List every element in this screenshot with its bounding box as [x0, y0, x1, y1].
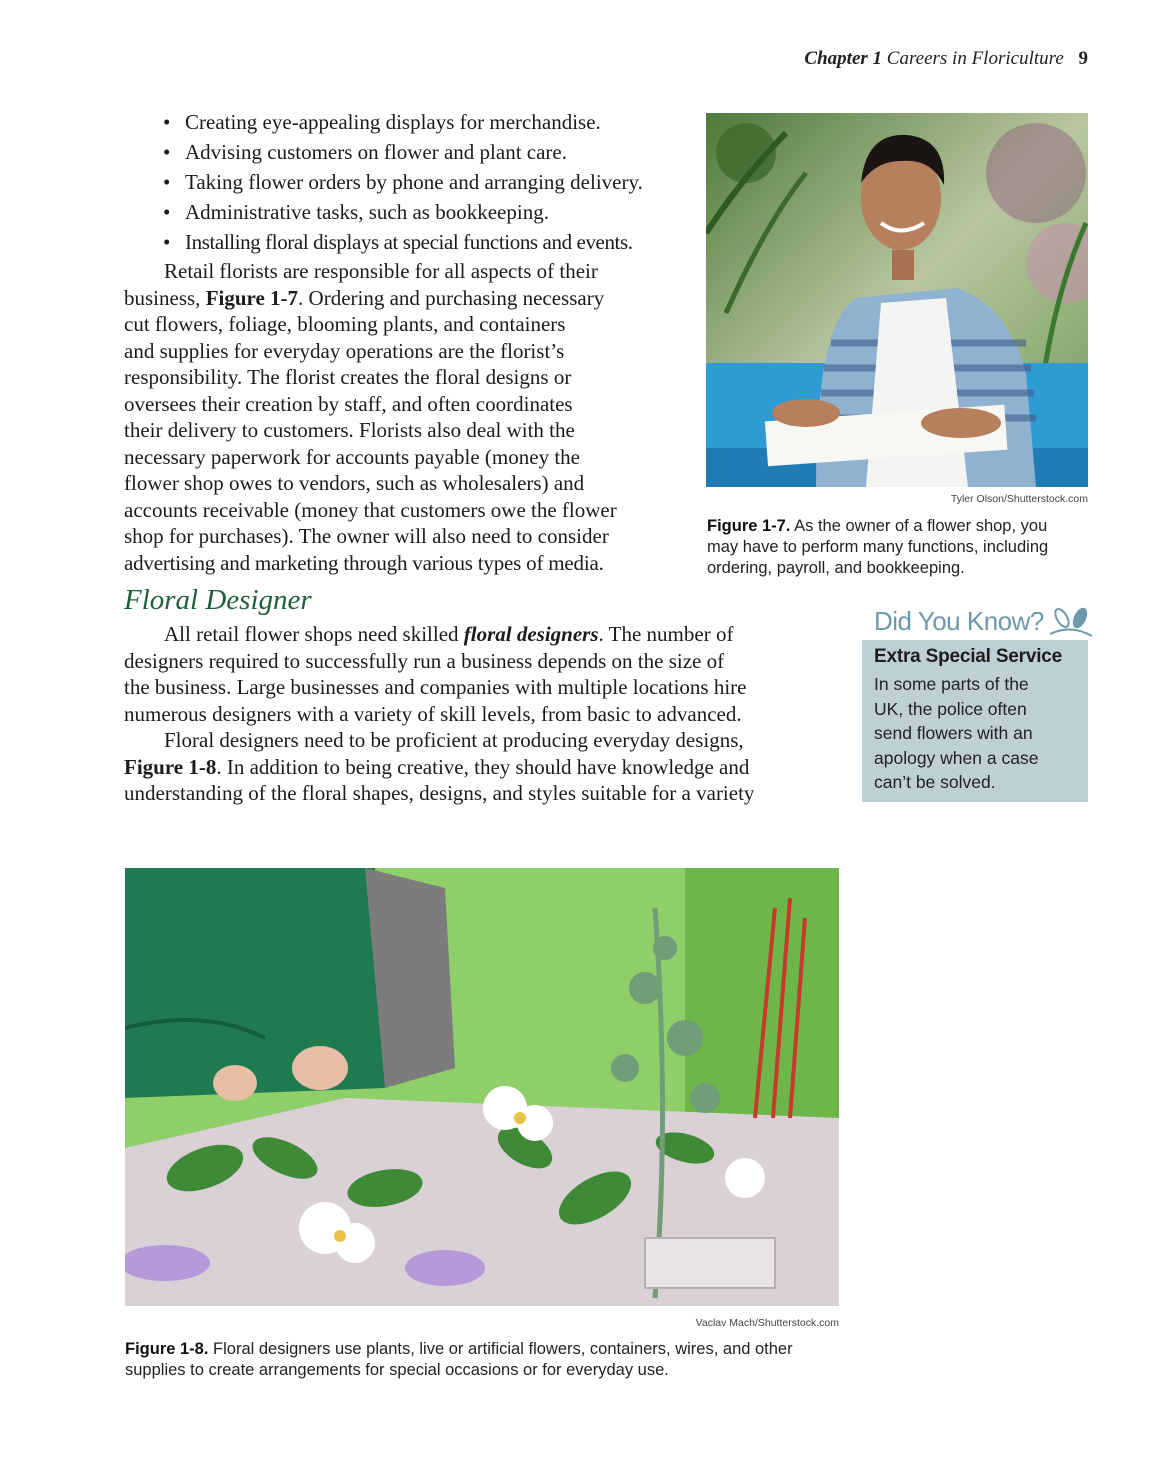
retail-paragraph	[124, 258, 684, 576]
paragraph-line	[124, 621, 844, 648]
text-run: All retail flower shops need skilled	[164, 622, 464, 646]
key-term: floral designers	[463, 622, 599, 646]
photo-credit: Tyler Olson/Shutterstock.com	[950, 493, 1088, 505]
paragraph-line	[124, 285, 684, 312]
paragraph-line: Retail florists are responsible for all aspects of their	[164, 259, 598, 283]
paragraph-line: flower shop owes to vendors, such as wholesalers) and	[124, 471, 585, 495]
figure-1-8-photo	[125, 868, 839, 1306]
did-you-know-title: Did You Know?	[874, 606, 1044, 636]
paragraph-line: oversees their creation by staff, and often coordinates	[124, 391, 573, 416]
paragraph-line: and supplies for everyday operations are the florist’s	[124, 338, 565, 363]
chapter-title: Careers in Floriculture	[886, 48, 1064, 69]
running-header	[804, 48, 1088, 70]
chapter-label: Chapter 1	[804, 48, 883, 69]
figure-label: Figure 1-8.	[125, 1340, 209, 1358]
text-line: UK, the police often	[874, 698, 1027, 719]
duties-list	[163, 107, 643, 257]
leaf-sprig-icon	[1046, 604, 1096, 640]
paragraph-line: the business. Large businesses and companies with multiple locations hire	[124, 675, 747, 699]
paragraph-line: designers required to successfully run a business depends on the size of	[124, 648, 725, 673]
paragraph-line	[124, 754, 844, 781]
list-item: • Administrative tasks, such as bookkeeping.	[163, 197, 643, 227]
figure-1-7-caption	[707, 516, 1097, 579]
designer-paragraph	[124, 621, 844, 807]
figure-label: Figure 1-7.	[707, 517, 791, 535]
caption-text: supplies to create arrangements for special occasions or for everyday use.	[125, 1361, 669, 1379]
figure-1-8-caption	[125, 1339, 845, 1381]
text-run: business,	[124, 285, 206, 310]
paragraph-line: advertising and marketing through various types of media.	[124, 550, 604, 575]
figure-1-7-photo	[706, 113, 1088, 487]
text-line: send flowers with an	[874, 723, 1033, 743]
list-item: • Advising customers on flower and plant care.	[163, 137, 643, 167]
text-run: . The number of	[598, 622, 734, 646]
caption-text: ordering, payroll, and bookkeeping.	[707, 559, 965, 577]
floral-designer-illustration	[125, 868, 839, 1306]
list-item: • Installing floral displays at special functions and events.	[163, 227, 643, 257]
paragraph-line: shop for purchases). The owner will also need to consider	[124, 524, 609, 548]
text-line: can’t be solved.	[874, 772, 996, 792]
paragraph-line: understanding of the floral shapes, designs, and styles suitable for a variety	[124, 781, 755, 805]
text-run: . In addition to being creative, they should have knowledge and	[216, 754, 750, 779]
text-line: apology when a case	[874, 747, 1039, 768]
did-you-know-box	[862, 640, 1088, 802]
did-you-know-heading: Extra Special Service	[874, 646, 1063, 667]
text-line: In some parts of the	[874, 674, 1029, 694]
paragraph-line: cut flowers, foliage, blooming plants, and containers	[124, 312, 566, 336]
figure-reference: Figure 1-8	[124, 754, 217, 779]
florist-owner-illustration	[706, 113, 1088, 487]
text-run: . Ordering and purchasing necessary	[298, 285, 605, 310]
figure-reference: Figure 1-7	[205, 285, 299, 310]
paragraph-line: numerous designers with a variety of skill levels, from basic to advanced.	[124, 701, 742, 726]
paragraph-line: Floral designers need to be proficient at producing everyday designs,	[164, 728, 744, 752]
paragraph-line: necessary paperwork for accounts payable (money the	[124, 444, 580, 469]
paragraph-line: accounts receivable (money that customers owe the flower	[124, 497, 617, 522]
list-item: • Creating eye-appealing displays for merchandise.	[163, 107, 643, 137]
caption-text: Floral designers use plants, live or artificial flowers, containers, wires, and other	[208, 1340, 793, 1358]
list-item: • Taking flower orders by phone and arranging delivery.	[163, 167, 643, 197]
paragraph-line: their delivery to customers. Florists also deal with the	[124, 418, 575, 442]
paragraph-line: responsibility. The florist creates the floral designs or	[124, 365, 572, 389]
caption-text: As the owner of a flower shop, you	[790, 517, 1048, 535]
page-number: 9	[1078, 48, 1088, 69]
photo-credit: Vaclav Mach/Shutterstock.com	[695, 1317, 839, 1329]
caption-text: may have to perform many functions, including	[707, 538, 1049, 556]
did-you-know-text	[874, 672, 1078, 795]
section-heading: Floral Designer	[124, 584, 312, 616]
